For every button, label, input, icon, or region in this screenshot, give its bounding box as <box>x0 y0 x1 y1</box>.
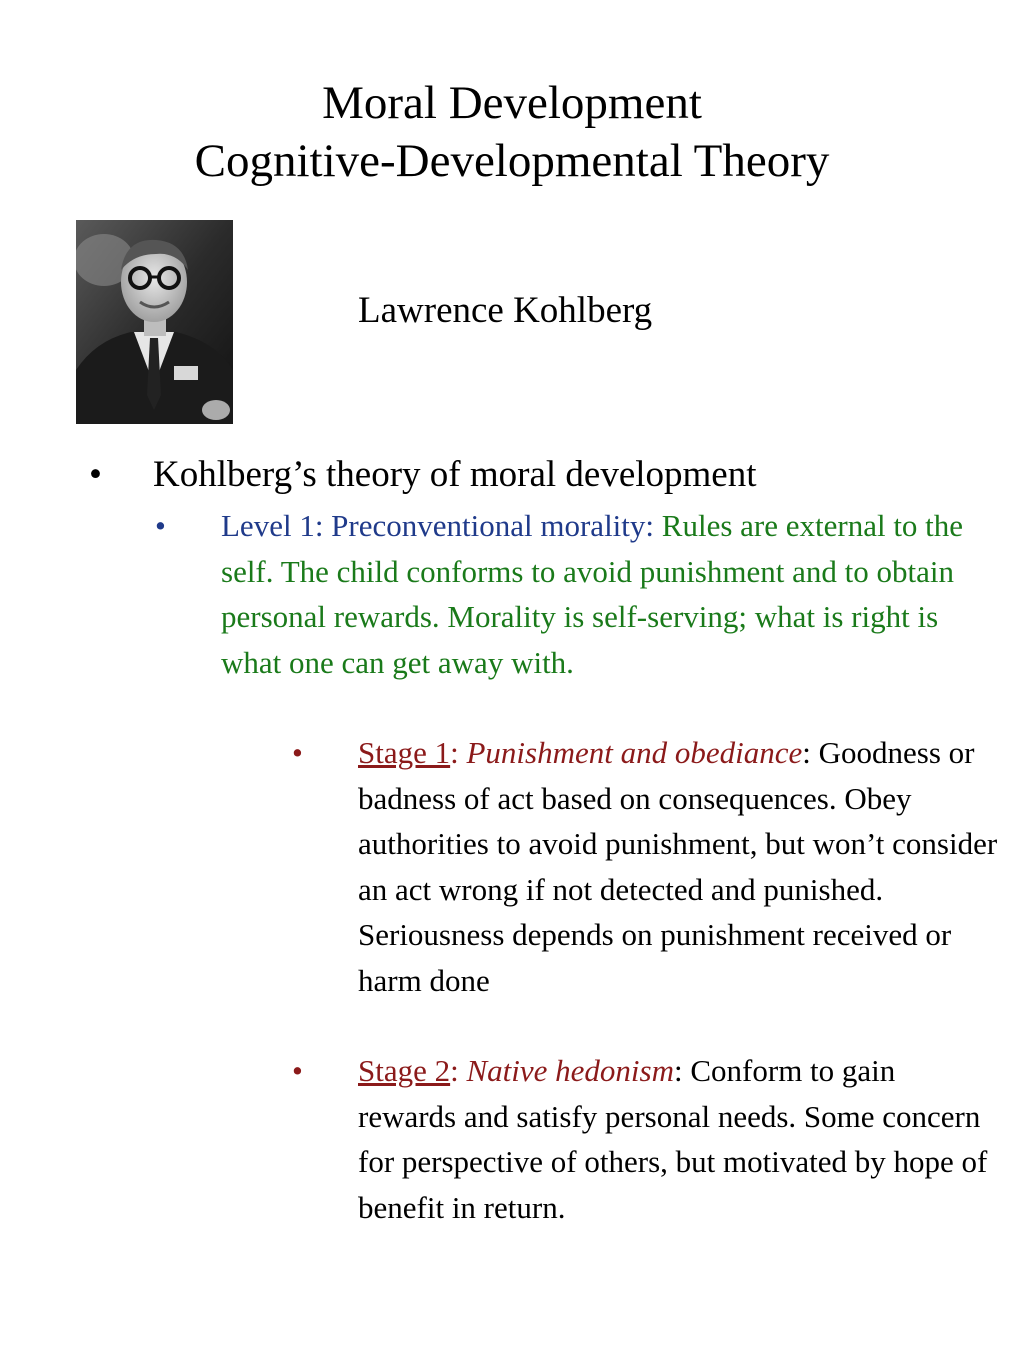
stage2-label: Stage 2 <box>358 1053 451 1088</box>
stage2-body: Conform to gain rewards and satisfy personal needs. Some concern for perspective of others, but motivated by hope of benefit in return. <box>358 1053 988 1225</box>
level1-text <box>221 503 991 685</box>
stage1-body: Goodness or badness of act based on consequences. Obey authorities to avoid punishment, but won’t consider an act wrong if not detected and punished. Seriousness depends on punishment received or harm done <box>358 735 998 998</box>
kohlberg-portrait-photo <box>76 220 233 424</box>
stage1-colon2: : <box>802 735 811 770</box>
bullet-mark: • <box>292 1053 303 1088</box>
stage1-colon: : <box>450 735 467 770</box>
stage1-text <box>358 730 998 1003</box>
stage1-name: Punishment and obediance <box>466 735 803 770</box>
level1-body: Rules are external to the self. The child conforms to avoid punishment and to obtain personal rewards. Morality is self-serving; what is right is what one can get away with. <box>221 508 964 680</box>
stage2-colon: : <box>450 1053 467 1088</box>
title-line-2: Cognitive-Developmental Theory <box>194 135 830 187</box>
title-line-1: Moral Development <box>322 77 702 129</box>
stage1-label: Stage 1 <box>358 735 451 770</box>
slide-title <box>0 74 1024 190</box>
bullet-mark: • <box>89 454 102 495</box>
bullet-mark: • <box>155 508 166 543</box>
level1-heading: Level 1: Preconventional morality: <box>221 508 655 543</box>
bullet-mark: • <box>292 735 303 770</box>
stage2-colon2: : <box>674 1053 683 1088</box>
portrait-photo-icon <box>76 220 233 424</box>
stage2-name: Native hedonism <box>466 1053 674 1088</box>
main-bullet-text: Kohlberg’s theory of moral development <box>153 454 757 495</box>
person-name: Lawrence Kohlberg <box>358 290 653 331</box>
stage2-text <box>358 1048 998 1230</box>
